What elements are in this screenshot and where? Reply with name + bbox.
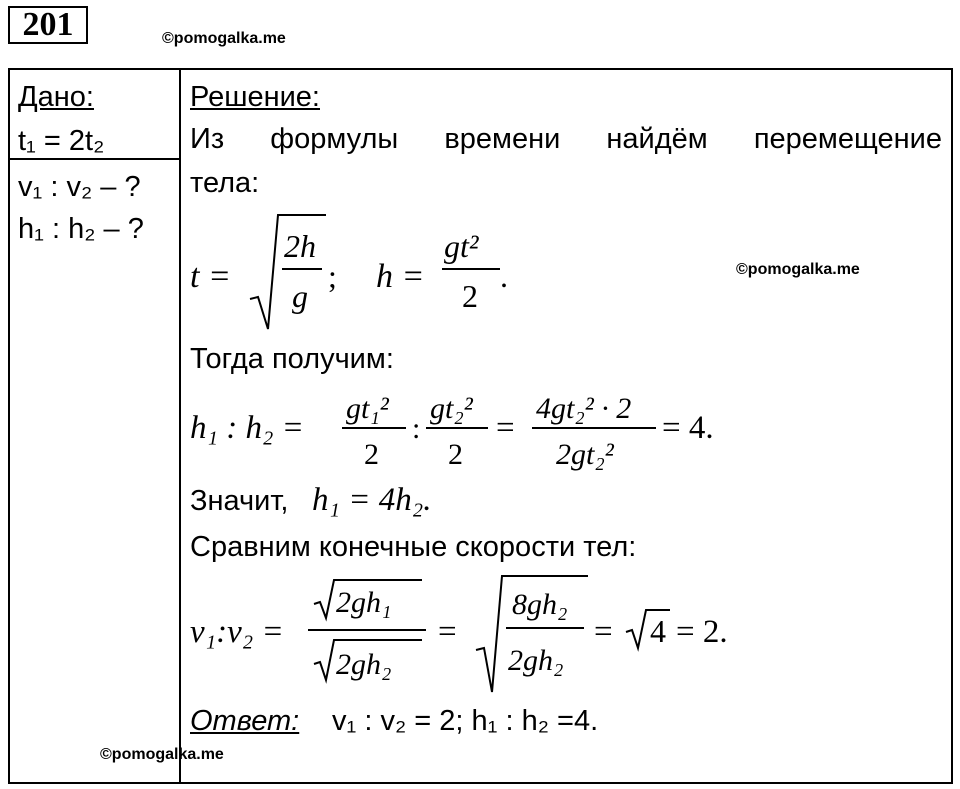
ratio-h-left: h₁ : h₂ = [190, 410, 304, 446]
given-condition: t₁ = 2t₂ [18, 125, 105, 157]
eq-sign: = [438, 614, 457, 650]
ratio-v-result: = 2. [676, 614, 728, 650]
eq-sign: = [496, 410, 515, 446]
answer-text: v₁ : v₂ = 2; h₁ : h₂ =4. [332, 705, 599, 737]
formula1-sep: ; [328, 258, 337, 294]
frac-e-den: 2gh₂ [508, 644, 564, 677]
formula1-left: t = [190, 258, 231, 295]
ratio-h-result: = 4. [662, 410, 714, 446]
watermark-top: ©pomogalka.me [162, 30, 286, 47]
watermark-bottom: ©pomogalka.me [100, 746, 224, 763]
compare-text: Сравним конечные скорости тел: [190, 531, 637, 563]
then-text: Тогда получим: [190, 343, 394, 375]
frac-d-num: 2gh₁ [336, 586, 392, 619]
frac-b-den: 2 [448, 438, 463, 471]
height-ratio-formula [186, 380, 746, 480]
sqrt-four: 4 [650, 613, 666, 649]
frac-c-den: 2gt₂² [556, 438, 614, 471]
formula2-left: h = [376, 258, 425, 295]
column-divider [179, 68, 181, 784]
frac-b-num: gt₂² [430, 392, 473, 425]
solution-text-line1: Из формулы времени найдём перемещение [190, 123, 942, 155]
answer-label: Ответ: [190, 705, 300, 737]
means-label: Значит, [190, 485, 289, 517]
colon: : [412, 412, 421, 445]
given-divider [8, 158, 181, 160]
watermark-middle: ©pomogalka.me [736, 261, 860, 278]
frac-d-den: 2gh₂ [336, 648, 392, 681]
time-height-formulas [186, 205, 526, 335]
problem-number: 201 [8, 6, 88, 44]
formula2-den: 2 [462, 278, 478, 314]
formula2-num: gt² [444, 228, 479, 264]
find-velocity-ratio: v₁ : v₂ – ? [18, 171, 141, 203]
velocity-ratio-formula [186, 570, 786, 700]
means-formula: h₁ = 4h₂. [312, 482, 432, 518]
formula2-end: . [500, 258, 508, 294]
find-height-ratio: h₁ : h₂ – ? [18, 213, 144, 245]
ratio-v-tail-a: = [594, 614, 613, 650]
frac-e-num: 8gh₂ [512, 588, 568, 621]
ratio-v-left: v₁:v₂ = [190, 614, 284, 650]
frac-c-num: 4gt₂² · 2 [536, 392, 632, 425]
given-header: Дано: [18, 81, 94, 113]
solution-text-line2: тела: [190, 167, 260, 199]
frac-a-den: 2 [364, 438, 379, 471]
frac-a-num: gt₁² [346, 392, 389, 425]
solution-header: Решение: [190, 81, 320, 113]
formula1-num: 2h [284, 228, 316, 264]
formula1-den: g [292, 278, 308, 314]
